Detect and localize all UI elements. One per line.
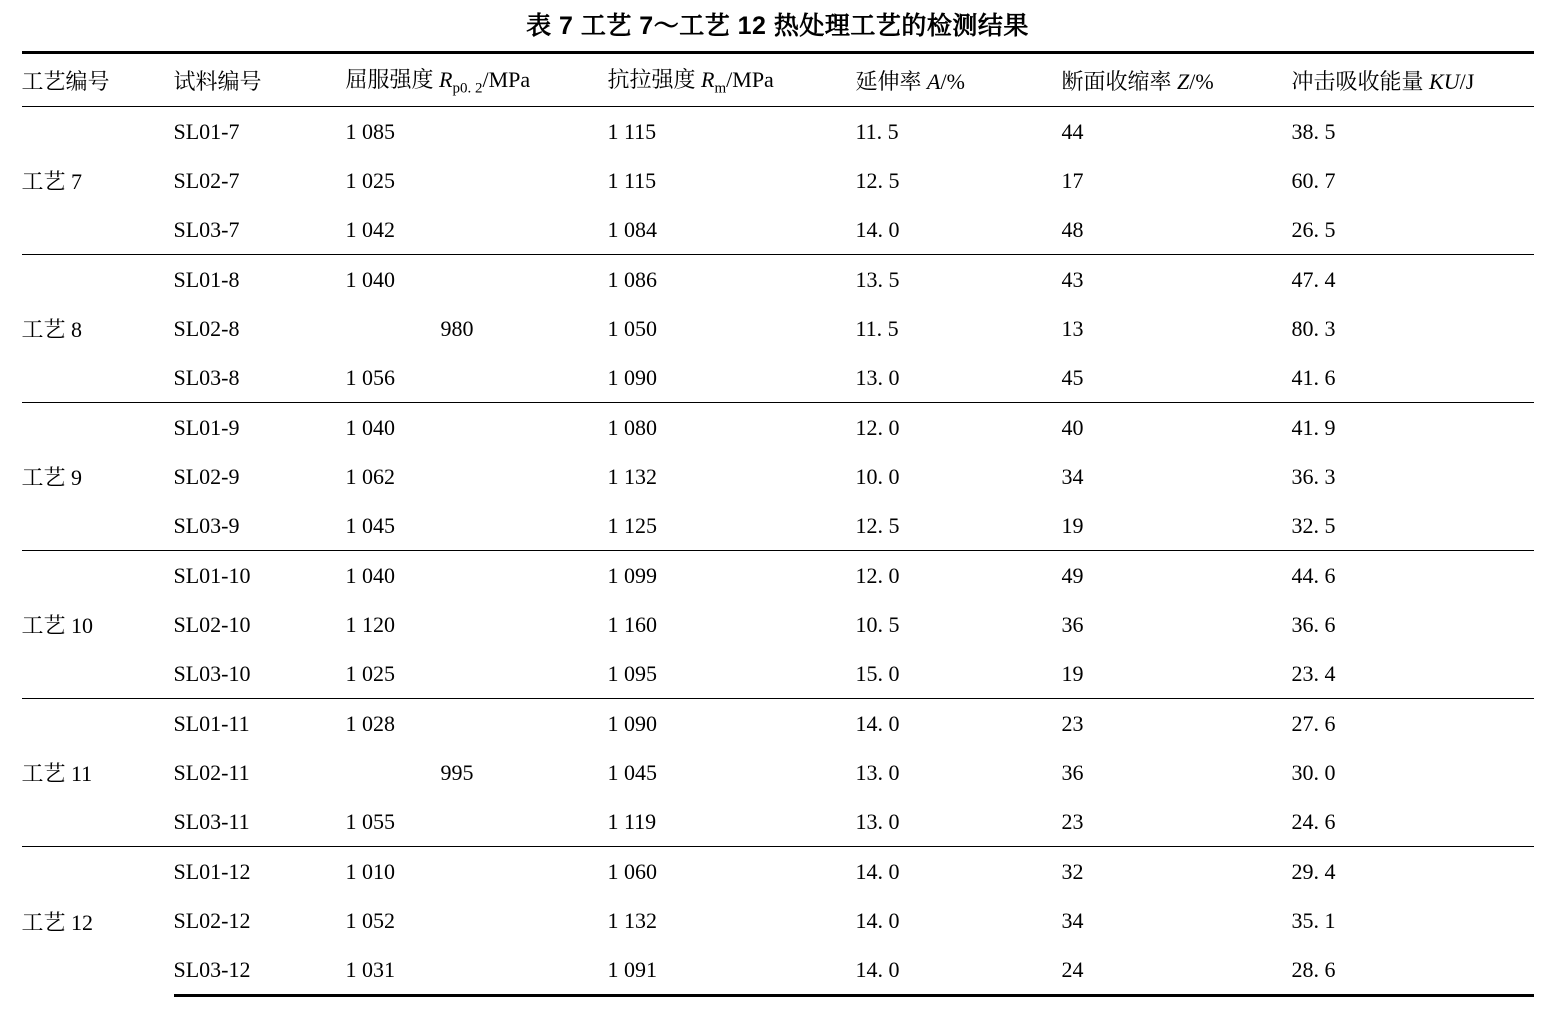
process-label: 工艺 12 (21, 909, 94, 935)
cell-impact-energy: 47. 4 (1292, 255, 1534, 305)
cell-reduction-of-area: 23 (1062, 699, 1292, 749)
cell-reduction-of-area: 23 (1061, 808, 1084, 834)
cell-tensile-strength: 1 086 (608, 255, 856, 305)
table-row (22, 304, 1534, 353)
cell-yield-strength: 1 062 (345, 463, 395, 489)
cell-tensile-strength: 1 060 (608, 847, 856, 897)
cell-tensile-strength: 1 095 (607, 660, 657, 686)
cell-elongation: 14. 0 (856, 945, 1062, 996)
cell-reduction-of-area: 24 (1062, 945, 1292, 996)
cell-elongation: 14. 0 (855, 907, 900, 933)
cell-elongation: 12. 5 (855, 167, 900, 193)
cell-tensile-strength: 1 091 (608, 945, 856, 996)
elongation-symbol: A (927, 68, 941, 94)
cell-sample-id: SL02-9 (173, 463, 240, 489)
cell-yield-strength: 1 055 (345, 808, 395, 834)
cell-sample-id: SL01-7 (173, 118, 240, 144)
column-header-impact-energy (1292, 53, 1534, 107)
cell-sample-id: SL01-9 (174, 403, 346, 453)
cell-yield-strength: 1 045 (345, 512, 395, 538)
cell-reduction-of-area: 36 (1061, 611, 1084, 637)
cell-reduction-of-area: 34 (1061, 907, 1084, 933)
column-header-yield-strength (346, 53, 608, 107)
table-row (22, 255, 1534, 305)
cell-impact-energy: 38. 5 (1291, 118, 1336, 144)
cell-sample-id: SL01-8 (174, 255, 346, 305)
cell-yield-strength: 980 (440, 315, 474, 341)
cell-reduction-of-area: 45 (1061, 364, 1084, 390)
cell-elongation: 13. 0 (855, 759, 900, 785)
cell-impact-energy: 26. 5 (1291, 216, 1336, 242)
yield-subscript: p0. 2 (452, 80, 483, 97)
cell-sample-id: SL02-12 (173, 907, 251, 933)
cell-elongation: 14. 0 (856, 847, 1062, 897)
cell-yield-strength: 1 052 (345, 907, 395, 933)
roa-symbol: Z (1177, 68, 1190, 94)
cell-impact-energy: 32. 5 (1291, 512, 1336, 538)
cell-reduction-of-area: 36 (1061, 759, 1084, 785)
results-table (22, 51, 1534, 997)
cell-sample-id: SL03-9 (173, 512, 240, 538)
column-header-reduction-of-area (1062, 53, 1292, 107)
cell-elongation: 14. 0 (856, 699, 1062, 749)
table-row (22, 847, 1534, 897)
cell-tensile-strength: 1 119 (607, 808, 657, 834)
table-header (22, 53, 1534, 107)
cell-sample-id: SL02-10 (173, 611, 251, 637)
cell-elongation: 12. 0 (856, 403, 1062, 453)
cell-yield-strength: 1 040 (346, 551, 608, 601)
cell-process-id (22, 847, 174, 996)
cell-impact-energy: 60. 7 (1291, 167, 1336, 193)
column-header-process-id: 工艺编号 (22, 53, 174, 107)
impact-label: 冲击吸收能量 (1291, 68, 1430, 94)
cell-yield-strength: 1 085 (345, 118, 395, 144)
cell-elongation: 13. 5 (856, 255, 1062, 305)
cell-impact-energy: 36. 3 (1291, 463, 1336, 489)
cell-process-id (22, 551, 174, 699)
cell-tensile-strength: 1 045 (607, 759, 657, 785)
cell-process-id (22, 255, 174, 403)
cell-elongation: 13. 0 (855, 808, 900, 834)
cell-tensile-strength: 1 115 (607, 167, 657, 193)
elongation-label: 延伸率 (855, 68, 928, 94)
cell-sample-id: SL01-10 (174, 551, 346, 601)
table-row (22, 501, 1534, 551)
cell-elongation: 13. 0 (855, 364, 900, 390)
process-label: 工艺 10 (21, 613, 94, 638)
cell-tensile-strength: 1 160 (607, 611, 657, 637)
cell-reduction-of-area: 49 (1062, 551, 1292, 601)
cell-reduction-of-area: 17 (1061, 167, 1084, 193)
table-row (22, 600, 1534, 649)
table-caption: 表 7 工艺 7～工艺 12 热处理工艺的检测结果 (526, 12, 1029, 40)
process-label: 工艺 9 (21, 465, 83, 490)
cell-elongation: 10. 0 (855, 463, 900, 489)
roa-label: 断面收缩率 (1061, 68, 1178, 94)
cell-sample-id: SL02-11 (173, 759, 250, 785)
cell-impact-energy: 80. 3 (1291, 315, 1336, 341)
cell-reduction-of-area: 32 (1062, 847, 1292, 897)
table-row (22, 797, 1534, 847)
tensile-subscript: m (714, 80, 727, 97)
cell-elongation: 11. 5 (855, 315, 899, 341)
cell-impact-energy: 41. 6 (1291, 364, 1336, 390)
cell-impact-energy: 28. 6 (1292, 945, 1534, 996)
cell-reduction-of-area: 34 (1061, 463, 1084, 489)
table-row (22, 896, 1534, 945)
table-header-row (22, 53, 1534, 107)
cell-elongation: 12. 5 (855, 512, 900, 538)
yield-unit: /MPa (482, 66, 531, 92)
process-label: 工艺 11 (21, 761, 93, 786)
tensile-symbol: R (701, 66, 715, 92)
cell-yield-strength: 1 040 (346, 403, 608, 453)
cell-sample-id: SL03-7 (173, 216, 240, 242)
cell-impact-energy: 29. 4 (1292, 847, 1534, 897)
cell-reduction-of-area: 13 (1061, 315, 1084, 341)
tensile-unit: /MPa (726, 66, 774, 92)
cell-sample-id: SL03-10 (173, 660, 251, 686)
cell-impact-energy: 30. 0 (1291, 759, 1336, 785)
table-row (22, 452, 1534, 501)
table-row (22, 551, 1534, 601)
cell-impact-energy: 35. 1 (1291, 907, 1336, 933)
tensile-label: 抗拉强度 (607, 66, 702, 92)
cell-impact-energy: 24. 6 (1291, 808, 1336, 834)
table-row (22, 748, 1534, 797)
cell-tensile-strength: 1 132 (607, 463, 657, 489)
cell-yield-strength: 1 120 (345, 611, 395, 637)
table-row (22, 699, 1534, 749)
cell-tensile-strength: 1 115 (607, 118, 657, 144)
yield-label: 屈服强度 (345, 66, 440, 92)
process-label: 工艺 8 (21, 317, 83, 342)
cell-tensile-strength: 1 090 (607, 364, 657, 390)
roa-unit: /% (1189, 68, 1214, 94)
process-label: 工艺 7 (21, 169, 83, 194)
cell-sample-id: SL01-11 (174, 699, 346, 749)
table-row (22, 107, 1534, 157)
cell-sample-id: SL02-7 (173, 167, 240, 193)
cell-reduction-of-area: 43 (1062, 255, 1292, 305)
cell-tensile-strength: 1 090 (608, 699, 856, 749)
elongation-unit: /% (940, 68, 965, 94)
cell-tensile-strength: 1 080 (608, 403, 856, 453)
cell-yield-strength: 995 (440, 759, 474, 785)
cell-reduction-of-area: 19 (1061, 660, 1084, 686)
cell-tensile-strength: 1 125 (607, 512, 657, 538)
cell-process-id (22, 699, 174, 847)
cell-tensile-strength: 1 132 (607, 907, 657, 933)
table-row (22, 353, 1534, 403)
column-header-tensile-strength (608, 53, 856, 107)
cell-process-id (22, 107, 174, 255)
yield-symbol: R (439, 66, 453, 92)
cell-reduction-of-area: 19 (1061, 512, 1084, 538)
cell-impact-energy: 41. 9 (1292, 403, 1534, 453)
cell-sample-id: SL03-11 (173, 808, 250, 834)
cell-yield-strength: 1 056 (345, 364, 395, 390)
table-row (22, 403, 1534, 453)
cell-elongation: 12. 0 (856, 551, 1062, 601)
cell-process-id (22, 403, 174, 551)
cell-yield-strength: 1 010 (346, 847, 608, 897)
cell-sample-id: SL03-12 (174, 945, 346, 996)
cell-sample-id: SL02-8 (173, 315, 240, 341)
cell-impact-energy: 36. 6 (1291, 611, 1336, 637)
cell-elongation: 14. 0 (855, 216, 900, 242)
table-row (22, 945, 1534, 996)
cell-reduction-of-area: 40 (1062, 403, 1292, 453)
cell-impact-energy: 23. 4 (1291, 660, 1336, 686)
table-body (22, 107, 1534, 996)
table-row (22, 156, 1534, 205)
impact-symbol: KU (1429, 68, 1460, 94)
table-row (22, 205, 1534, 255)
cell-sample-id: SL01-12 (174, 847, 346, 897)
cell-yield-strength: 1 028 (346, 699, 608, 749)
cell-yield-strength: 1 042 (345, 216, 395, 242)
column-header-sample-id: 试料编号 (174, 53, 346, 107)
table-row (22, 649, 1534, 699)
column-header-elongation (856, 53, 1062, 107)
cell-yield-strength: 1 040 (346, 255, 608, 305)
cell-elongation: 15. 0 (855, 660, 900, 686)
cell-yield-strength: 1 025 (345, 167, 395, 193)
cell-reduction-of-area: 44 (1061, 118, 1084, 144)
impact-unit: /J (1459, 68, 1475, 94)
cell-reduction-of-area: 48 (1061, 216, 1084, 242)
cell-sample-id: SL03-8 (173, 364, 240, 390)
cell-elongation: 11. 5 (855, 118, 899, 144)
cell-impact-energy: 27. 6 (1292, 699, 1534, 749)
cell-impact-energy: 44. 6 (1292, 551, 1534, 601)
cell-tensile-strength: 1 084 (607, 216, 657, 242)
cell-elongation: 10. 5 (855, 611, 900, 637)
cell-tensile-strength: 1 050 (607, 315, 657, 341)
cell-tensile-strength: 1 099 (608, 551, 856, 601)
cell-yield-strength: 1 031 (346, 945, 608, 996)
cell-yield-strength: 1 025 (345, 660, 395, 686)
